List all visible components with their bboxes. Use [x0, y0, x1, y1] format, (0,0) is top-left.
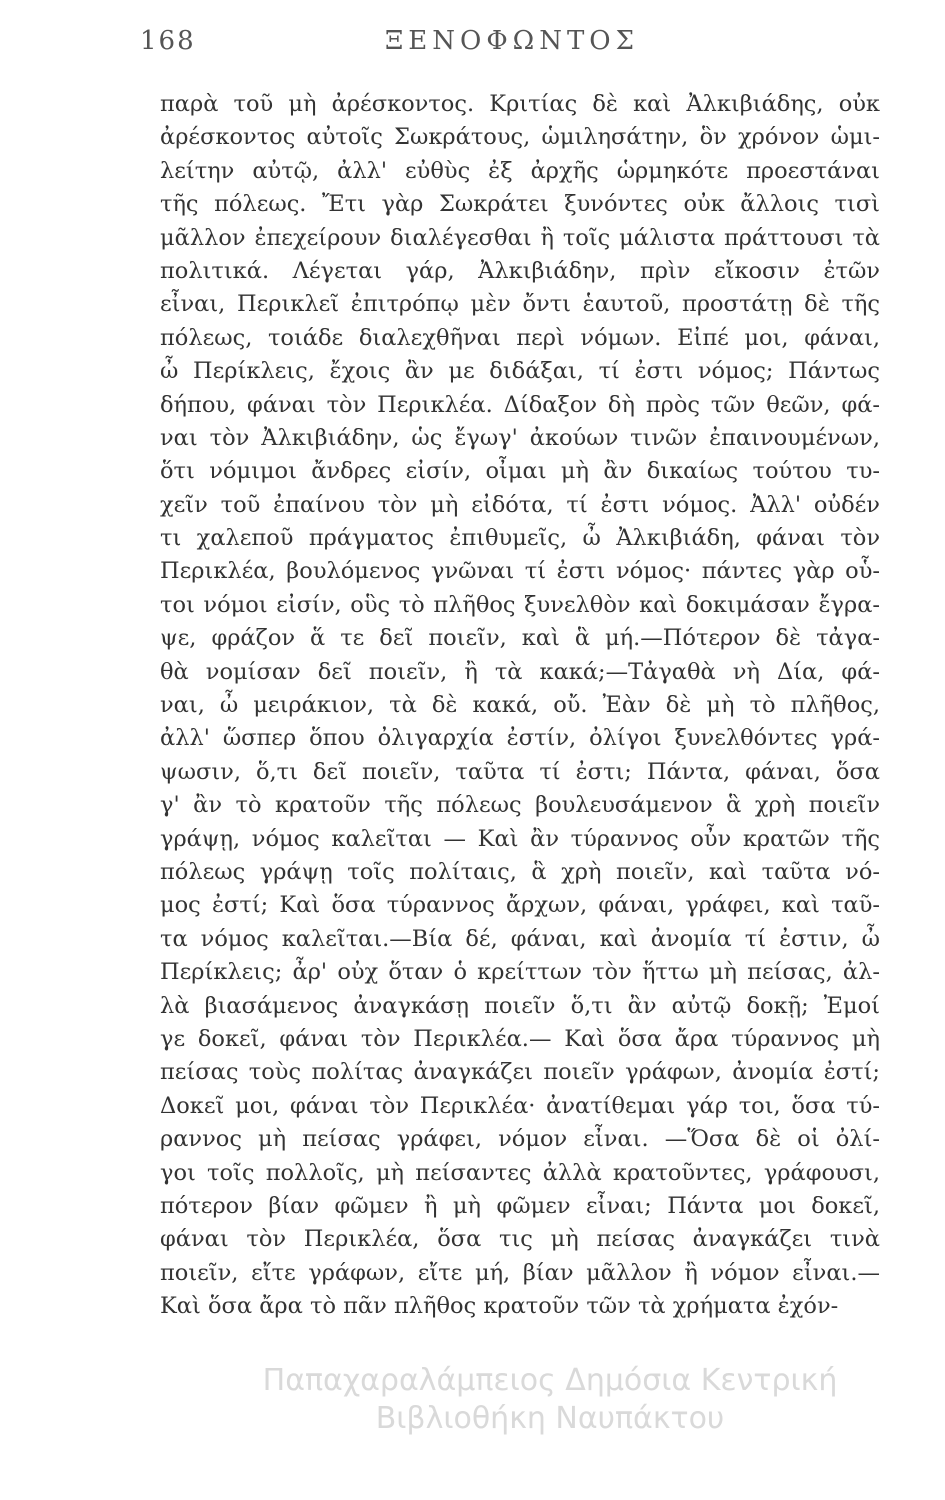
text-line: φάναι τὸν Περικλέα, ὅσα τις μὴ πείσας ἀναγκάζει τινὰ	[160, 1226, 880, 1253]
text-line: πολιτικά. Λέγεται γάρ, Ἀλκιβιάδην, πρὶν εἴκοσιν ἐτῶν	[160, 257, 880, 284]
text-line: γράψῃ, νόμος καλεῖται — Καὶ ἂν τύραννος οὖν κρατῶν τῆς	[160, 825, 880, 852]
text-line: ἀλλ' ὥσπερ ὅπου ὀλιγαρχία ἐστίν, ὀλίγοι ξυνελθόντες γρά-	[160, 725, 880, 752]
text-line: θὰ νομίσαν δεῖ ποιεῖν, ἢ τὰ κακά;—Τἀγαθὰ νὴ Δία, φά-	[160, 658, 880, 685]
text-line: πόλεως, τοιάδε διαλεχθῆναι περὶ νόμων. Εἰπέ μοι, φάναι,	[160, 324, 880, 351]
text-line: ραννος μὴ πείσας γράφει, νόμον εἶναι. —Ὅσα δὲ οἱ ὀλί-	[160, 1126, 880, 1153]
text-line: τα νόμος καλεῖται.—Βία δέ, φάναι, καὶ ἀνομία τί ἐστιν, ὦ	[160, 925, 880, 952]
text-line: ποιεῖν, εἴτε γράφων, εἴτε μή, βίαν μᾶλλον ἢ νόμον εἶναι.—	[160, 1259, 880, 1286]
text-line: ὦ Περίκλεις, ἔχοις ἂν με διδάξαι, τί ἐστι νόμος; Πάντως	[160, 358, 880, 385]
page-header	[140, 26, 800, 66]
text-line: μος ἐστί; Καὶ ὅσα τύραννος ἄρχων, φάναι, γράφει, καὶ ταῦ-	[160, 892, 880, 919]
text-line: λὰ βιασάμενος ἀναγκάσῃ ποιεῖν ὅ,τι ἂν αὐτῷ δοκῇ; Ἐμοί	[160, 992, 880, 1019]
text-line: ἀρέσκοντος αὐτοῖς Σωκράτους, ὡμιλησάτην, ὃν χρόνον ὡμι-	[160, 124, 880, 151]
text-line: ψε, φράζον ἅ τε δεῖ ποιεῖν, καὶ ἃ μή.—Πότερον δὲ τἀγα-	[160, 625, 880, 652]
text-line: ψωσιν, ὅ,τι δεῖ ποιεῖν, ταῦτα τί ἐστι; Πάντα, φάναι, ὅσα	[160, 758, 880, 785]
text-line: γε δοκεῖ, φάναι τὸν Περικλέα.— Καὶ ὅσα ἄρα τύραννος μὴ	[160, 1025, 880, 1052]
running-title: ΞΕΝΟΦΩΝΤΟΣ	[385, 26, 640, 56]
text-line: Περικλέα, βουλόμενος γνῶναι τί ἐστι νόμος· πάντες γὰρ οὗ-	[160, 558, 880, 585]
text-line: γοι τοῖς πολλοῖς, μὴ πείσαντες ἀλλὰ κρατοῦντες, γράφουσι,	[160, 1159, 880, 1186]
text-line: γ' ἂν τὸ κρατοῦν τῆς πόλεως βουλευσάμενον ἃ χρὴ ποιεῖν	[160, 792, 880, 819]
text-line: Καὶ ὅσα ἄρα τὸ πᾶν πλῆθος κρατοῦν τῶν τὰ χρήματα ἐχόν-	[160, 1293, 839, 1320]
watermark-line-2: Βιβλιοθήκη Ναυπάκτου	[375, 1401, 725, 1436]
text-line: Δοκεῖ μοι, φάναι τὸν Περικλέα· ἀνατίθεμαι γάρ τοι, ὅσα τύ-	[160, 1092, 880, 1119]
text-line: δήπου, φάναι τὸν Περικλέα. Δίδαξον δὴ πρὸς τῶν θεῶν, φά-	[160, 391, 880, 418]
text-line: πείσας τοὺς πολίτας ἀναγκάζει ποιεῖν γράφων, ἀνομία ἐστί;	[160, 1059, 880, 1086]
text-line: πόλεως γράψῃ τοῖς πολίταις, ἃ χρὴ ποιεῖν, καὶ ταῦτα νό-	[160, 858, 880, 885]
body-text	[160, 88, 880, 1323]
text-line: μᾶλλον ἐπεχείρουν διαλέγεσθαι ἢ τοῖς μάλιστα πράττουσι τὰ	[160, 224, 880, 251]
text-line: Περίκλεις; ἆρ' οὐχ ὅταν ὁ κρείττων τὸν ἥττω μὴ πείσας, ἀλ-	[160, 959, 880, 986]
text-line: λείτην αὐτῷ, ἀλλ' εὐθὺς ἐξ ἀρχῆς ὡρμηκότε προεστάναι	[160, 157, 880, 184]
text-line: ὅτι νόμιμοι ἄνδρες εἰσίν, οἶμαι μὴ ἂν δικαίως τούτου τυ-	[160, 458, 880, 485]
text-line: ναι τὸν Ἀλκιβιάδην, ὡς ἔγωγ' ἀκούων τινῶν ἐπαινουμένων,	[160, 424, 880, 451]
text-line: χεῖν τοῦ ἐπαίνου τὸν μὴ εἰδότα, τί ἐστι νόμος. Ἀλλ' οὐδέν	[160, 491, 880, 518]
text-line: τι χαλεποῦ πράγματος ἐπιθυμεῖς, ὦ Ἀλκιβιάδη, φάναι τὸν	[160, 525, 880, 552]
text-line: τοι νόμοι εἰσίν, οὓς τὸ πλῆθος ξυνελθὸν καὶ δοκιμάσαν ἔγρα-	[160, 591, 880, 618]
library-watermark	[200, 1362, 900, 1438]
text-line: εἶναι, Περικλεῖ ἐπιτρόπῳ μὲν ὄντι ἑαυτοῦ, προστάτῃ δὲ τῆς	[160, 291, 880, 318]
text-line: παρὰ τοῦ μὴ ἀρέσκοντος. Κριτίας δὲ καὶ Ἀλκιβιάδης, οὐκ	[160, 91, 880, 117]
watermark-line-1: Παπαχαραλάμπειος Δημόσια Κεντρική	[262, 1363, 838, 1398]
text-line: πότερον βίαν φῶμεν ἢ μὴ φῶμεν εἶναι; Πάντα μοι δοκεῖ,	[160, 1192, 880, 1219]
text-line: ναι, ὦ μειράκιον, τὰ δὲ κακά, οὔ. Ἐὰν δὲ μὴ τὸ πλῆθος,	[160, 692, 880, 719]
text-line: τῆς πόλεως. Ἔτι γὰρ Σωκράτει ξυνόντες οὐκ ἄλλοις τισὶ	[160, 191, 880, 218]
page-number: 168	[140, 26, 196, 56]
